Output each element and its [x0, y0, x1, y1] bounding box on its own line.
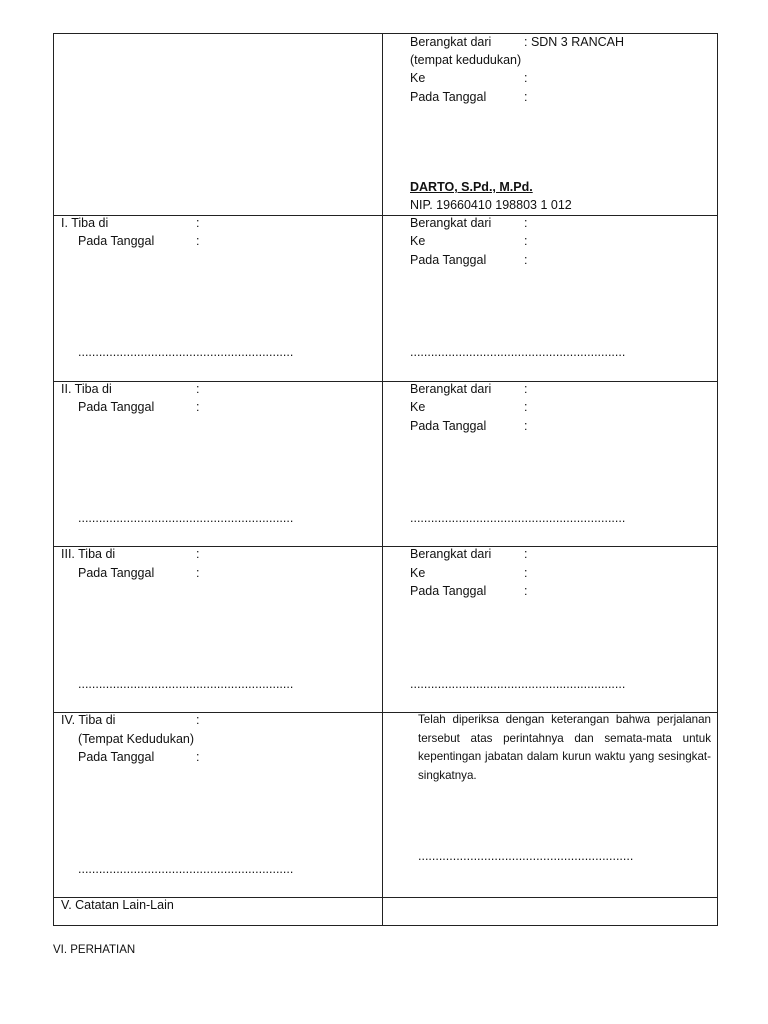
- row2-right-tanggal-colon: :: [524, 419, 528, 433]
- row2-berangkat-colon: :: [524, 382, 528, 396]
- row1-left-signature-dots: ..............................................................: [78, 345, 294, 359]
- row2-left-signature-dots: ..............................................................: [78, 511, 294, 525]
- row3-ke-colon: :: [524, 566, 528, 580]
- row3-tiba-label: III. Tiba di: [61, 547, 116, 561]
- form-table-border: [53, 33, 718, 926]
- row3-tanggal-colon: :: [196, 566, 200, 580]
- row2-tiba-label: II. Tiba di: [61, 382, 112, 396]
- row-divider: [53, 546, 718, 547]
- row1-tiba-label: I. Tiba di: [61, 216, 109, 230]
- row4-tempat-kedudukan: (Tempat Kedudukan): [78, 732, 195, 746]
- row1-tanggal-colon: :: [196, 234, 200, 248]
- row1-right-tanggal-colon: :: [524, 253, 528, 267]
- row1-right-signature-dots: ..............................................................: [410, 345, 626, 359]
- row3-berangkat-label: Berangkat dari: [410, 547, 492, 561]
- row4-tanggal-colon: :: [196, 750, 200, 764]
- row-divider: [53, 215, 718, 216]
- row3-ke-label: Ke: [410, 566, 426, 580]
- row4-right-signature-dots: ..............................................................: [418, 849, 634, 863]
- row3-tiba-colon: :: [196, 547, 200, 561]
- row2-right-signature-dots: ..............................................................: [410, 511, 626, 525]
- header-ke-colon: :: [524, 71, 528, 85]
- signer-nip: NIP. 19660410 198803 1 012: [410, 198, 572, 212]
- row3-left-signature-dots: ..............................................................: [78, 677, 294, 691]
- header-berangkat-value: : SDN 3 RANCAH: [524, 35, 625, 49]
- row4-left-signature-dots: ..............................................................: [78, 862, 294, 876]
- row2-ke-label: Ke: [410, 400, 426, 414]
- header-tempat-kedudukan: (tempat kedudukan): [410, 53, 522, 67]
- signer-name: DARTO, S.Pd., M.Pd.: [410, 180, 533, 194]
- row1-tiba-colon: :: [196, 216, 200, 230]
- row2-ke-colon: :: [524, 400, 528, 414]
- row3-right-tanggal-label: Pada Tanggal: [410, 584, 487, 598]
- row4-tiba-colon: :: [196, 713, 200, 727]
- row4-tiba-label: IV. Tiba di: [61, 713, 116, 727]
- row3-berangkat-colon: :: [524, 547, 528, 561]
- header-tanggal-colon: :: [524, 90, 528, 104]
- row1-right-tanggal-label: Pada Tanggal: [410, 253, 487, 267]
- row5-catatan-label: V. Catatan Lain-Lain: [61, 898, 174, 912]
- row1-berangkat-label: Berangkat dari: [410, 216, 492, 230]
- row4-verification-statement: Telah diperiksa dengan keterangan bahwa perjalanan tersebut atas perintahnya dan semata-mata untuk kepentingan jabatan dalam kurun waktu yang sesingkat-singkatnya.: [418, 713, 711, 782]
- row2-tanggal-label: Pada Tanggal: [78, 400, 155, 414]
- row1-ke-label: Ke: [410, 234, 426, 248]
- row2-right-tanggal-label: Pada Tanggal: [410, 419, 487, 433]
- perhatian-heading: VI. PERHATIAN: [53, 944, 136, 956]
- row1-ke-colon: :: [524, 234, 528, 248]
- row2-berangkat-label: Berangkat dari: [410, 382, 492, 396]
- row1-berangkat-colon: :: [524, 216, 528, 230]
- row3-right-tanggal-colon: :: [524, 584, 528, 598]
- column-divider: [382, 33, 383, 926]
- row2-tanggal-colon: :: [196, 400, 200, 414]
- row1-tanggal-label: Pada Tanggal: [78, 234, 155, 248]
- header-ke-label: Ke: [410, 71, 426, 85]
- row3-right-signature-dots: ..............................................................: [410, 677, 626, 691]
- row3-tanggal-label: Pada Tanggal: [78, 566, 155, 580]
- row-divider: [53, 381, 718, 382]
- row4-tanggal-label: Pada Tanggal: [78, 750, 155, 764]
- header-berangkat-label: Berangkat dari: [410, 35, 492, 49]
- header-tanggal-label: Pada Tanggal: [410, 90, 487, 104]
- row2-tiba-colon: :: [196, 382, 200, 396]
